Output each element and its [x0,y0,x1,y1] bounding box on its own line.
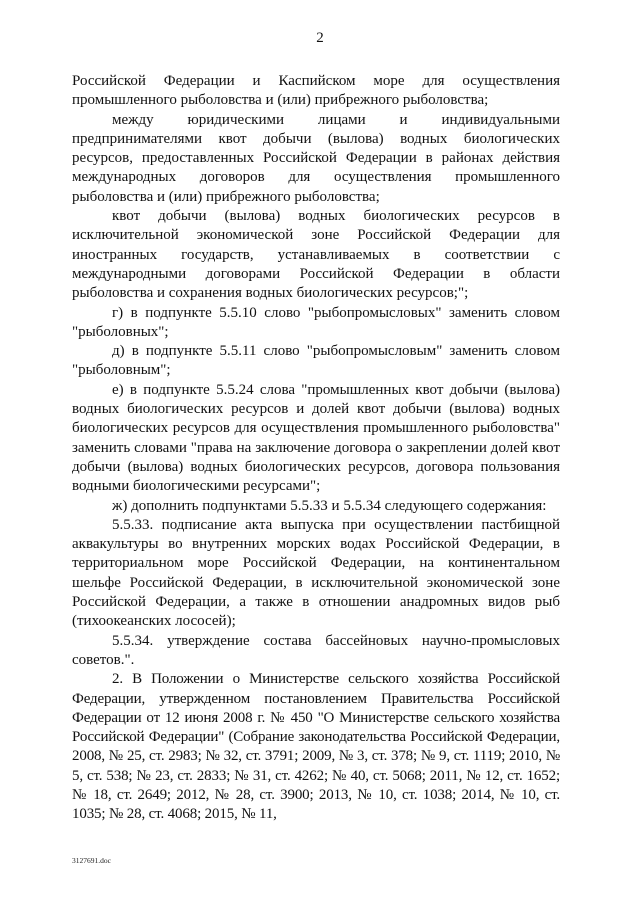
paragraph: между юридическими лицами и индивидуальными предпринимателями квот добычи (вылова) водных биологических ресурсов, предоставленных Российской Федерации в районах действия международных договоров для осуществления промышленного рыболовства и (или) прибрежного рыболовства; [72,111,560,205]
paragraph: ж) дополнить подпунктами 5.5.33 и 5.5.34 следующего содержания: [112,497,547,514]
paragraph: 5.5.33. подписание акта выпуска при осуществлении пастбищной аквакультуры во внутренних морских водах Российской Федерации, в территориальном море Российской Федерации, на континентальном шельфе Российской Федерации, в исключительной экономической зоне Российской Федерации, а также в отношении анадромных видов рыб (тихоокеанских лососей); [72,516,560,630]
paragraph: г) в подпункте 5.5.10 слово "рыбопромысловых" заменить словом "рыболовных"; [72,304,560,340]
page-number: 2 [316,30,324,46]
paragraph: квот добычи (вылова) водных биологических ресурсов в исключительной экономической зоне Российской Федерации для иностранных государств, устанавливаемых в соответствии с международными договорами Российской Федерации в области рыболовства и сохранения водных биологических ресурсов;"; [72,208,560,302]
document-footer-filename: 3127691.doc [72,856,111,865]
paragraph: Российской Федерации и Каспийском море для осуществления промышленного рыболовства и (или) прибрежного рыболовства; [72,73,560,109]
paragraph: е) в подпункте 5.5.24 слова "промышленных квот добычи (вылова) водных биологических ресурсов и долей квот добычи (вылова) водных биологических ресурсов для осуществления промышленного рыболовства" заменить словами "права на заключение договора о закреплении долей квот добычи (вылова) водных биологических ресурсов, договора пользования водными биологическими ресурсами"; [72,381,560,495]
paragraph: 5.5.34. утверждение состава бассейновых научно-промысловых советов.". [72,632,560,668]
document-body [72,72,560,825]
paragraph: 2. В Положении о Министерстве сельского хозяйства Российской Федерации, утвержденном постановлением Правительства Российской Федерации от 12 июня 2008 г. № 450 "О Министерстве сельского хозяйства Российской Федерации" (Собрание законодательства Российской Федерации, 2008, № 25, ст. 2983; № 32, ст. 3791; 2009, № 3, ст. 378; № 9, ст. 1119; 2010, № 5, ст. 538; № 23, ст. 2833; № 31, ст. 4262; № 40, ст. 5068; 2011, № 12, ст. 1652; № 18, ст. 2649; 2012, № 28, ст. 3900; 2013, № 10, ст. 1038; 2014, № 10, ст. 1035; № 28, ст. 4068; 2015, № 11, [72,671,560,823]
paragraph: д) в подпункте 5.5.11 слово "рыбопромысловым" заменить словом "рыболовным"; [72,343,560,379]
